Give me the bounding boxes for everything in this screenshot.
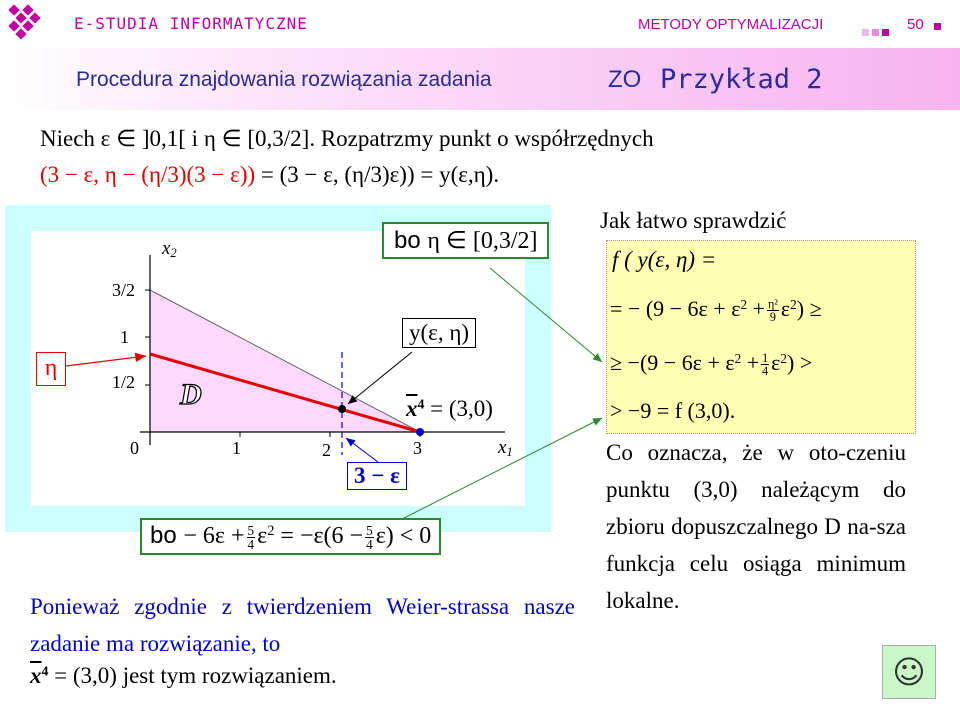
bo-ineq-arrow bbox=[400, 418, 602, 520]
x-axis-label: $x_1$ bbox=[498, 437, 513, 460]
brand-name: E-STUDIA INFORMATYCZNE bbox=[74, 14, 308, 33]
smiley-icon: ☺ bbox=[892, 653, 926, 691]
right-heading: Jak łatwo sprawdzić bbox=[600, 208, 787, 233]
three-minus-eps-label: 3 − ε bbox=[354, 463, 400, 488]
three-eps-arrow bbox=[346, 438, 378, 462]
f-line-3: ≥ $-(9 - 6\varepsilon + \varepsilon^2$ + $\frac{1}{4}$ $\varepsilon^2$) > bbox=[610, 350, 813, 379]
origin-label: 0 bbox=[130, 438, 139, 458]
f-line-2: = − ($9 - 6\varepsilon + \varepsilon^2$ + $\frac{\text{η²}}{9}$ $\varepsilon^2$) ≥ bbox=[610, 296, 822, 325]
point-y bbox=[338, 405, 346, 413]
conclusion-text: Co oznacza, że w oto-czeniu punktu (3,0) należącym do zbioru dopuszczalnego D na-sza funkcja celu osiąga minimum lokalne. bbox=[606, 440, 906, 613]
f-line-1: f ( y(ε, η) = bbox=[612, 247, 717, 272]
page-number: 50 bbox=[907, 16, 924, 33]
point-x4 bbox=[416, 428, 424, 436]
y-tick-3-2: 3/2 bbox=[112, 280, 136, 300]
y-tick-1: 1 bbox=[120, 327, 129, 347]
three-minus-eps-box bbox=[347, 462, 407, 490]
x4-graph-label: $\overline{x}^4 = (3,0)$ bbox=[406, 396, 493, 421]
x-tick-3: 3 bbox=[413, 438, 422, 458]
x-tick-2: 2 bbox=[322, 440, 331, 460]
smiley-button[interactable] bbox=[882, 645, 936, 699]
bo-eta-callout: bo η ∈ [0,3/2] bbox=[382, 222, 549, 259]
page-title: Procedura znajdowania rozwiązania zadania bbox=[76, 68, 492, 91]
bo-eta-arrow bbox=[490, 268, 602, 362]
bo-inequality-callout: bo − 6ε + $\frac{5}{4}$ $\varepsilon^2 = -\varepsilon(6$ − $\frac{5}{4}$ ε) < 0 bbox=[140, 518, 441, 555]
region-d-label: D bbox=[180, 378, 202, 411]
bottom-text-blue: Ponieważ zgodnie z twierdzeniem Weier-strassa nasze zadanie ma rozwiązanie, to bbox=[30, 594, 575, 656]
title-zo: ZO bbox=[608, 66, 642, 93]
title-example: Przykład 2 bbox=[660, 64, 823, 95]
intro-line-1: Niech ε ∈ ]0,1[ i η ∈ [0,3/2]. Rozpatrzmy punkt o współrzędnych bbox=[40, 126, 654, 151]
section-name: METODY OPTYMALIZACJI bbox=[638, 16, 824, 33]
eta-arrow bbox=[66, 356, 146, 366]
f-line-4: > −9 = f (3,0). bbox=[610, 398, 736, 423]
eta-label-box bbox=[36, 352, 66, 386]
y-tick-1-2: 1/2 bbox=[112, 372, 136, 392]
x-tick-1: 1 bbox=[232, 438, 241, 458]
intro-line-2-red: (3 − ε, η − (η/3)(3 − ε)) bbox=[40, 162, 256, 187]
y-axis-label: $x_2$ bbox=[162, 238, 177, 261]
eta-label: η bbox=[44, 355, 58, 381]
bottom-final-line: $\overline{x}^4 = (3,0)$ jest tym rozwiązaniem. bbox=[30, 663, 337, 688]
y-point-arrow bbox=[348, 352, 412, 404]
point-label: y(ε, η) bbox=[409, 320, 470, 345]
point-label-box bbox=[402, 318, 476, 348]
intro-line-2-rest: = (3 − ε, (η/3)ε)) = y(ε,η). bbox=[255, 162, 500, 187]
